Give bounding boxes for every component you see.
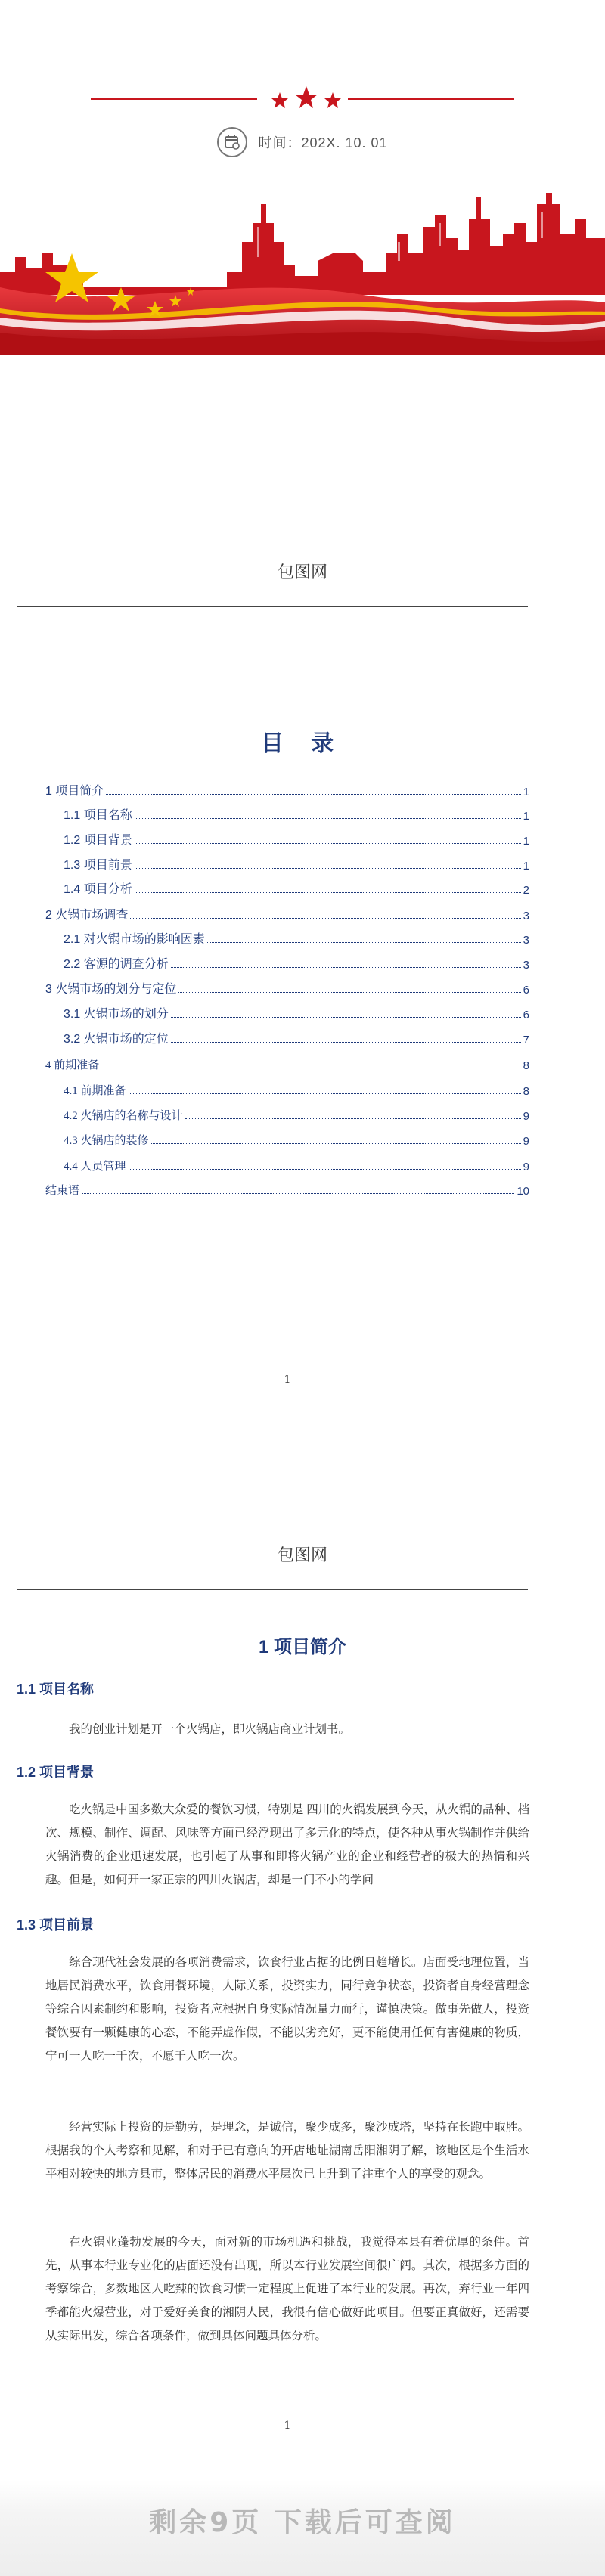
content-page (0, 1512, 605, 2480)
toc-leader-dots (130, 918, 520, 919)
toc-entry[interactable] (45, 1154, 529, 1173)
toc-entry-label: 1.1 项目名称 (64, 809, 132, 822)
toc-entry-label: 4.4 人员管理 (64, 1161, 126, 1173)
toc-entry-page: 9 (523, 1110, 529, 1123)
toc-leader-dots (171, 967, 521, 968)
toc-entry[interactable] (45, 828, 529, 848)
toc-entry[interactable] (45, 1002, 529, 1021)
toc-entry-page: 1 (523, 786, 529, 798)
section-paragraph: 经营实际上投资的是勤劳，是理念，是诚信，聚少成多，聚沙成塔，坚持在长跑中取胜。根据我的个人考察和见解，和对于已有意向的开店地址湖南岳阳湘阴了解，该地区是个生活水平相对较快的地方县市，整体居民的消费水平层次已上升到了注重个人的享受的观念。 (45, 2121, 529, 2181)
chapter-title: 1 项目简介 (258, 1637, 346, 1657)
toc-entry-label: 4.3 火锅店的装修 (64, 1135, 149, 1147)
section-title: 1.2 项目背景 (17, 1765, 95, 1780)
toc-entry[interactable] (45, 1052, 529, 1072)
toc-leader-dots (135, 843, 521, 844)
toc-entry-page: 6 (523, 984, 529, 997)
toc-entry[interactable] (45, 877, 529, 897)
toc-entry[interactable] (45, 977, 529, 997)
toc-entry[interactable] (45, 1027, 529, 1046)
toc-entry[interactable] (45, 903, 529, 922)
toc-leader-dots (135, 818, 521, 819)
toc-leader-dots (151, 1143, 521, 1144)
toc-entry[interactable] (45, 1178, 529, 1198)
download-prompt[interactable]: 剩余9页 下载后可查阅 (149, 2507, 456, 2538)
toc-entry-page: 3 (523, 934, 529, 947)
page-number: 1 (284, 2419, 291, 2432)
toc-leader-dots (106, 794, 520, 795)
toc-entry-page: 8 (523, 1085, 529, 1098)
cover-stars-icon (0, 82, 605, 112)
section-paragraph: 在火锅业蓬勃发展的今天，面对新的市场机遇和挑战，我觉得本县有着优厚的条件。首先，从事本行业专业化的店面还没有出现，所以本行业发展空间很广阔。其次，根据多方面的考察综合，多数地区人吃辣的饮食习惯一定程度上促进了本行业的发展。再次，弃行业一年四季都能火爆营业，对于爱好美食的湘阴人民，我很有信心做好此项目。但要正真做好，还需要从实际出发，综合各项条件，做到具体问题具体分析。 (45, 2236, 529, 2342)
toc-leader-dots (135, 868, 521, 869)
page-number: 1 (284, 1374, 291, 1386)
toc-leader-dots (82, 1193, 514, 1194)
cover-date: 时间：202X. 10. 01 (258, 135, 388, 150)
toc-entry-page: 2 (523, 884, 529, 897)
toc-entry-label: 4 前期准备 (45, 1059, 100, 1071)
toc-entry-page: 1 (523, 835, 529, 848)
toc-entry-label: 3 火锅市场的划分与定位 (45, 983, 177, 996)
toc-entry[interactable] (45, 1078, 529, 1098)
toc-entry-label: 3.1 火锅市场的划分 (64, 1008, 169, 1021)
toc-entry[interactable] (45, 779, 529, 798)
toc-entry[interactable] (45, 1103, 529, 1123)
toc-leader-dots (171, 1042, 521, 1043)
toc-entry[interactable] (45, 853, 529, 873)
cover-city-banner (0, 181, 605, 355)
section-paragraph: 我的创业计划是开一个火锅店，即火锅店商业计划书。 (69, 1723, 351, 1736)
toc-entry-label: 4.1 前期准备 (64, 1085, 126, 1097)
toc-entry-page: 9 (523, 1135, 529, 1148)
section-paragraph: 吃火锅是中国多数大众爱的餐饮习惯，特别是 四川的火锅发展到今天，从火锅的品种、档次、规模、制作、调配、风味等方面已经浮现出了多元化的特点，使各种从事火锅制作并供给火锅消费的企业迅速发展，也引起了从事和即将火锅产业的企业和经营者的极大的热情和兴趣。但是，如何开一家正宗的四川火锅店，却是一门不小的学问 (45, 1803, 529, 1886)
page-header: 包图网 (277, 1545, 327, 1564)
toc-entry-page: 6 (523, 1009, 529, 1021)
toc-entry-label: 1 项目简介 (45, 785, 104, 798)
cover-date-row (0, 127, 605, 157)
header-rule (17, 606, 528, 607)
toc-entry-label: 1.3 项目前景 (64, 859, 132, 872)
toc-entry-page: 3 (523, 959, 529, 972)
toc-entry-label: 1.2 项目背景 (64, 834, 132, 847)
toc-entry-page: 10 (517, 1185, 529, 1198)
toc-entry[interactable] (45, 927, 529, 947)
section-title: 1.3 项目前景 (17, 1917, 95, 1933)
page-header: 包图网 (277, 563, 327, 581)
toc-entry[interactable] (45, 803, 529, 823)
toc-entry-page: 7 (523, 1034, 529, 1046)
toc-entry-label: 结束语 (45, 1185, 80, 1197)
calendar-icon (217, 127, 247, 157)
section-title: 1.1 项目名称 (17, 1682, 95, 1697)
toc-entry-page: 1 (523, 860, 529, 873)
toc-page (0, 529, 605, 1512)
toc-leader-dots (129, 1169, 521, 1170)
toc-entry-label: 2.2 客源的调查分析 (64, 958, 169, 971)
toc-leader-dots (207, 942, 521, 943)
toc-entry-page: 9 (523, 1161, 529, 1173)
toc-entry-label: 2.1 对火锅市场的影响因素 (64, 933, 205, 946)
cover-page (0, 0, 605, 355)
toc-entry-page: 8 (523, 1059, 529, 1072)
section-paragraph: 综合现代社会发展的各项消费需求，饮食行业占据的比例日趋增长。店面受地理位置，当地居民消费水平，饮食用餐环境，人际关系，投资实力，同行竞争状态，投资者自身经营理念等综合因素制约和影响，投资者应根据自身实际情况量力而行，谨慎决策。做事先做人，投资餐饮要有一颗健康的心态，不能弄虚作假，不能以劣充好，更不能使用任何有害健康的物质，宁可一人吃一千次，不愿千人吃一次。 (45, 1956, 529, 2063)
toc-entry-page: 3 (523, 910, 529, 922)
toc-leader-dots (129, 1093, 521, 1094)
toc-entry[interactable] (45, 1128, 529, 1148)
toc-entry-label: 2 火锅市场调查 (45, 909, 129, 922)
toc-leader-dots (178, 992, 520, 993)
header-rule (17, 1589, 528, 1590)
toc-entry-label: 3.2 火锅市场的定位 (64, 1033, 169, 1046)
toc-leader-dots (185, 1118, 521, 1119)
toc-leader-dots (171, 1017, 521, 1018)
toc-entry-label: 1.4 项目分析 (64, 883, 132, 896)
toc-leader-dots (135, 892, 521, 893)
toc-entry[interactable] (45, 952, 529, 972)
toc-entry-page: 1 (523, 810, 529, 823)
toc-entry-label: 4.2 火锅店的名称与设计 (64, 1110, 183, 1122)
toc-title: 目 录 (260, 731, 345, 756)
